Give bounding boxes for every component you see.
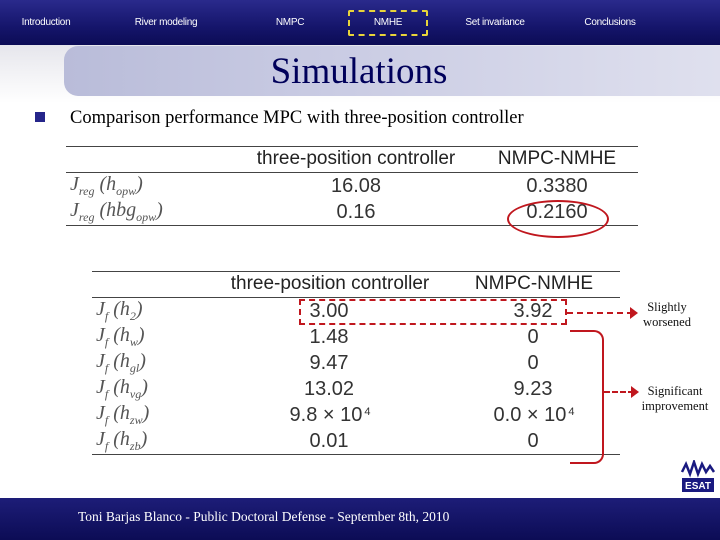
row-label: $J_f$ $(h_w)$ [96,324,145,349]
table1-header-nmpc-nmhe: NMPC-NMHE [476,147,638,173]
esat-logo-icon [680,460,716,496]
table-row [92,428,620,455]
row-label: $J_f$ $(h_{zb})$ [96,428,148,453]
slide-title: Simulations [270,51,448,92]
table1-header-empty [66,147,236,173]
highlight-row-box [299,299,567,325]
table2-header-nmpc-nmhe: NMPC-NMHE [448,272,620,298]
note-slightly-worsened: Slightly worsened [643,300,691,329]
table-cell: 0.01 [309,429,349,452]
footer-text: Toni Barjas Blanco - Public Doctoral Defense - September 8th, 2010 [78,509,450,524]
table-cell: 0.3380 [526,174,588,197]
nav-item-set-invariance[interactable]: Set invariance [465,17,525,28]
table2-header-three-position: three-position controller [212,272,448,298]
table-row [92,324,620,350]
nav-item-introduction[interactable]: Introduction [21,17,71,28]
highlight-bracket [570,330,604,464]
table-cell: 9.8 × 10 $^4$ [289,403,371,426]
logo-text: ESAT [685,481,711,492]
bullet-text: Comparison performance MPC with three-position controller [70,108,524,128]
table-cell: 0.16 [336,200,376,223]
row-label: $J_f$ $(h_2)$ [96,298,143,323]
table-cell: 9.47 [309,351,349,374]
nav-item-river-modeling[interactable]: River modeling [134,17,198,28]
table-cell: 13.02 [303,377,355,400]
table-cell: 3.92 [513,299,553,322]
table-cell: 0 [527,429,539,452]
table-row [92,350,620,376]
table-cell: 0.2160 [526,200,588,223]
arrow-line [567,312,633,314]
table-row [66,173,638,200]
row-label: $J_f$ $(h_{gl})$ [96,350,146,375]
row-label: $J_{reg}$ (hbg$_{opw}$) [70,199,163,224]
table-cell: 16.08 [330,174,382,197]
table-row [92,376,620,402]
highlight-ellipse [507,200,609,238]
table-cell: 3.00 [309,299,349,322]
table-cell: 0 [527,325,539,348]
bullet-square-icon [35,112,45,122]
table2-header-empty [92,272,212,298]
table1-header-three-position: three-position controller [236,147,476,173]
table-row [92,402,620,428]
row-label: $J_{reg}$ $(h_{opw})$ [70,173,143,198]
table-cell: 0 [527,351,539,374]
table-cell: 9.23 [513,377,553,400]
arrow-line [604,391,634,393]
nav-item-nmpc[interactable]: NMPC [275,17,305,28]
nav-item-conclusions[interactable]: Conclusions [584,17,636,28]
table-cell: 0.0 × 10 $^4$ [493,403,575,426]
table-cell: 1.48 [309,325,349,348]
row-label: $J_f$ $(h_{vg})$ [96,376,148,401]
note-significant-improvement: Significant improvement [641,384,709,413]
row-label: $J_f$ $(h_{zw})$ [96,402,150,427]
nav-item-nmhe[interactable]: NMHE [348,10,428,36]
